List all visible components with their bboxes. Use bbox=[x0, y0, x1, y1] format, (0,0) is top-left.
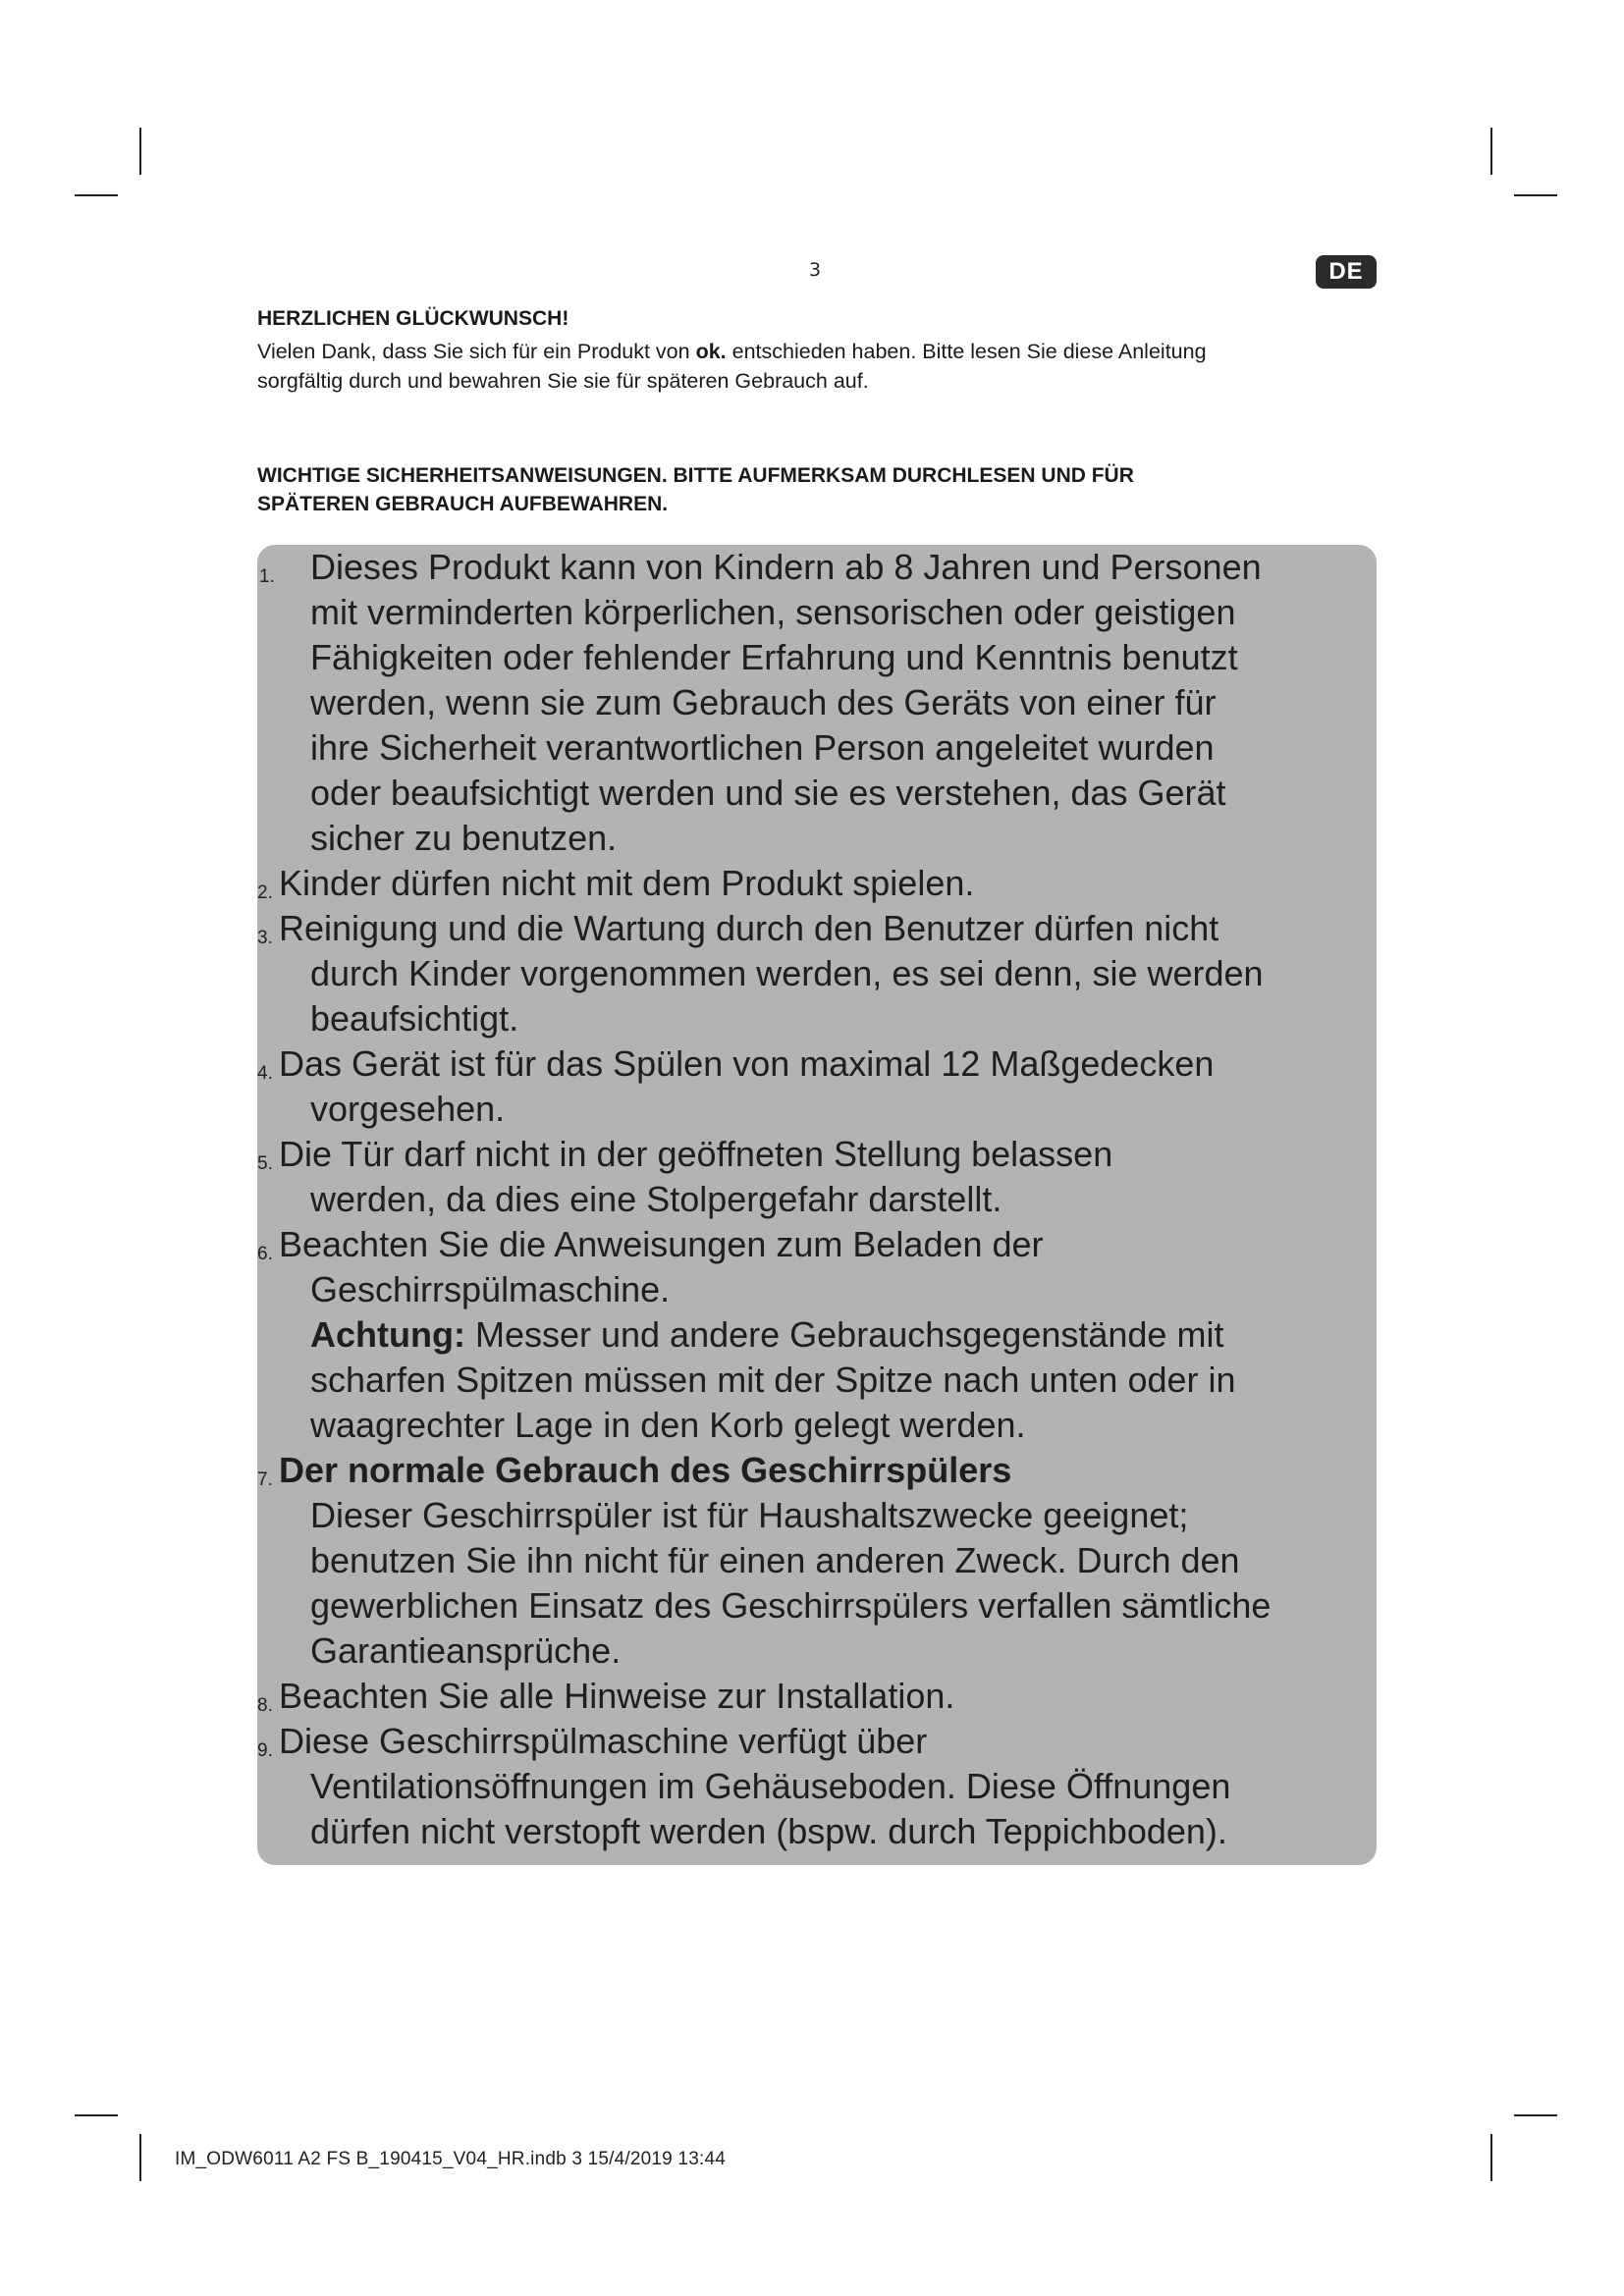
crop-mark bbox=[1514, 194, 1557, 196]
item-line: Die Tür darf nicht in der geöffneten Stellung belassen bbox=[279, 1134, 1113, 1174]
safety-item-8 bbox=[257, 1674, 1377, 1719]
item-line: waagrechter Lage in den Korb gelegt werden. bbox=[310, 1405, 1026, 1445]
language-badge: DE bbox=[1316, 255, 1377, 289]
item-line: oder beaufsichtigt werden und sie es verstehen, das Gerät bbox=[310, 773, 1226, 813]
item-title: Der normale Gebrauch des Geschirrspülers bbox=[279, 1450, 1012, 1490]
item-number: 5. bbox=[257, 1153, 273, 1174]
intro-line1-end: entschieden haben. Bitte lesen Sie diese Anleitung bbox=[726, 340, 1207, 363]
safety-item-2 bbox=[257, 861, 1377, 906]
safety-item-7 bbox=[257, 1448, 1377, 1674]
item-line: Dieses Produkt kann von Kindern ab 8 Jahren und Personen bbox=[310, 547, 1262, 587]
item-line: ihre Sicherheit verantwortlichen Person angeleitet wurden bbox=[310, 727, 1215, 768]
item-line: Kinder dürfen nicht mit dem Produkt spielen. bbox=[279, 863, 975, 903]
item-line: durch Kinder vorgenommen werden, es sei denn, sie werden bbox=[310, 953, 1264, 993]
crop-mark bbox=[139, 2134, 141, 2181]
item-line: Beachten Sie alle Hinweise zur Installation. bbox=[279, 1676, 955, 1716]
safety-item-1 bbox=[257, 545, 1377, 861]
item-line: sicher zu benutzen. bbox=[310, 818, 618, 858]
item-line: beaufsichtigt. bbox=[310, 998, 519, 1039]
item-line: gewerblichen Einsatz des Geschirrspülers verfallen sämtliche bbox=[310, 1585, 1272, 1626]
page-number: 3 bbox=[808, 259, 822, 281]
item-number: 4. bbox=[257, 1063, 273, 1084]
item-number: 1. bbox=[259, 566, 275, 587]
item-line: dürfen nicht verstopft werden (bspw. durch Teppichboden). bbox=[310, 1811, 1227, 1851]
item-number: 7. bbox=[257, 1469, 273, 1490]
item-line: werden, da dies eine Stolpergefahr darstellt. bbox=[310, 1179, 1002, 1219]
item-number: 3. bbox=[257, 928, 273, 948]
warning-text: Messer und andere Gebrauchsgegenstände mit bbox=[464, 1314, 1224, 1355]
intro-text bbox=[257, 337, 1357, 396]
brand-name: ok. bbox=[695, 340, 727, 363]
item-line: Das Gerät ist für das Spülen von maximal 12 Maßgedecken bbox=[279, 1043, 1215, 1084]
item-line: vorgesehen. bbox=[310, 1089, 506, 1129]
item-number: 9. bbox=[257, 1740, 273, 1761]
item-line: Fähigkeiten oder fehlender Erfahrung und Kenntnis benutzt bbox=[310, 637, 1238, 677]
footer-date: 15/4/2019 13:44 bbox=[587, 2149, 726, 2169]
item-line: Diese Geschirrspülmaschine verfügt über bbox=[279, 1721, 928, 1761]
item-line: benutzen Sie ihn nicht für einen anderen Zweck. Durch den bbox=[310, 1540, 1240, 1580]
item-line: scharfen Spitzen müssen mit der Spitze nach unten oder in bbox=[310, 1360, 1236, 1400]
item-line: Beachten Sie die Anweisungen zum Beladen der bbox=[279, 1224, 1044, 1264]
safety-heading bbox=[257, 461, 1357, 518]
warning-label: Achtung: bbox=[310, 1314, 465, 1355]
crop-mark bbox=[139, 128, 141, 175]
crop-mark bbox=[75, 2114, 118, 2116]
item-line: werden, wenn sie zum Gebrauch des Geräts von einer für bbox=[310, 682, 1217, 722]
safety-item-3 bbox=[257, 906, 1377, 1041]
item-line: Dieser Geschirrspüler ist für Haushaltszwecke geeignet; bbox=[310, 1495, 1189, 1535]
safety-item-5 bbox=[257, 1132, 1377, 1222]
safety-instructions-box bbox=[257, 545, 1377, 1865]
greeting-heading: HERZLICHEN GLÜCKWUNSCH! bbox=[257, 307, 569, 330]
item-number: 6. bbox=[257, 1244, 273, 1264]
item-warning-line bbox=[257, 1312, 1377, 1358]
print-footer bbox=[175, 2149, 726, 2170]
intro-line2: sorgfältig durch und bewahren Sie sie für späteren Gebrauch auf. bbox=[257, 369, 869, 393]
safety-item-4 bbox=[257, 1041, 1377, 1132]
safety-item-9 bbox=[257, 1719, 1377, 1854]
crop-mark bbox=[75, 194, 118, 196]
crop-mark bbox=[1490, 128, 1492, 175]
item-number: 2. bbox=[257, 882, 273, 903]
safety-heading-line1: WICHTIGE SICHERHEITSANWEISUNGEN. BITTE AUFMERKSAM DURCHLESEN UND FÜR bbox=[257, 464, 1134, 487]
item-line: Garantieansprüche. bbox=[310, 1630, 622, 1671]
footer-file: IM_ODW6011 A2 FS B_190415_V04_HR.indb 3 bbox=[175, 2149, 583, 2169]
item-number: 8. bbox=[257, 1695, 273, 1716]
safety-item-6 bbox=[257, 1222, 1377, 1448]
item-line: Ventilationsöffnungen im Gehäuseboden. Diese Öffnungen bbox=[310, 1766, 1231, 1806]
crop-mark bbox=[1514, 2114, 1557, 2116]
safety-heading-line2: SPÄTEREN GEBRAUCH AUFBEWAHREN. bbox=[257, 493, 669, 515]
item-line: Reinigung und die Wartung durch den Benutzer dürfen nicht bbox=[279, 908, 1219, 948]
item-line: Geschirrspülmaschine. bbox=[310, 1269, 671, 1309]
intro-line1-start: Vielen Dank, dass Sie sich für ein Produkt von bbox=[257, 340, 696, 363]
item-line: mit verminderten körperlichen, sensorischen oder geistigen bbox=[310, 592, 1236, 632]
crop-mark bbox=[1490, 2134, 1492, 2181]
